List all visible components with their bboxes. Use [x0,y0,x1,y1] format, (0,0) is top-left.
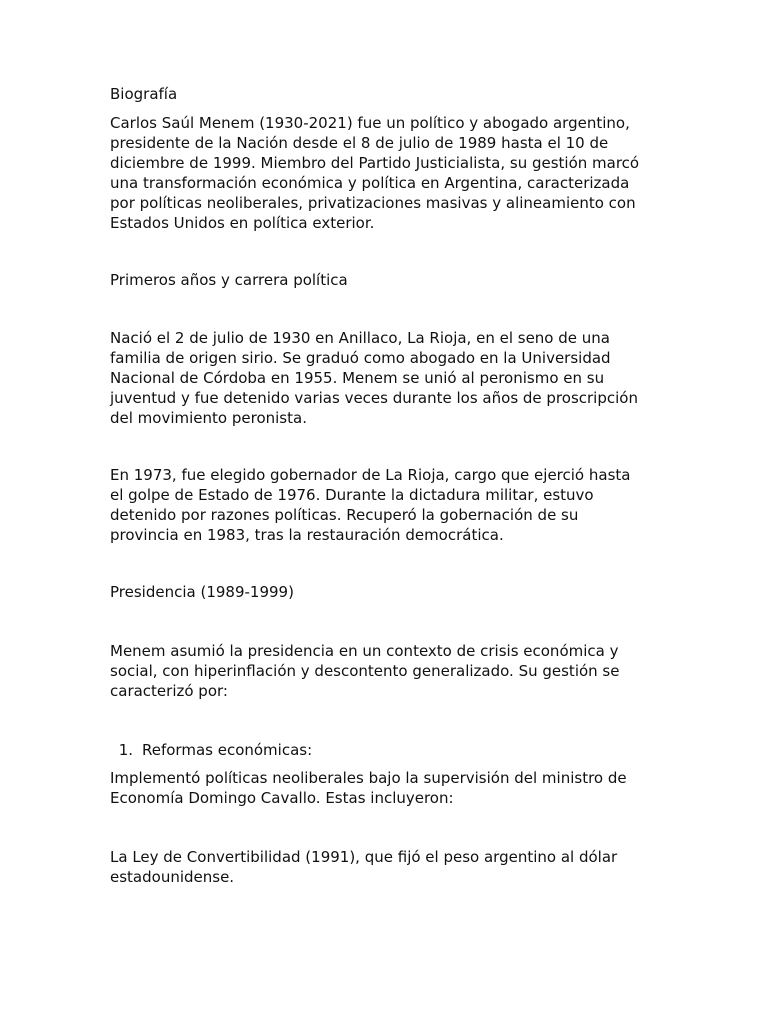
paragraph-line: caracterizó por: [110,682,228,700]
early-years-paragraph-2 [110,465,730,545]
list-item-text: Reformas económicas: [142,741,313,759]
section-title-text: Presidencia (1989-1999) [110,583,294,601]
paragraph-line: En 1973, fue elegido gobernador de La Rioja, cargo que ejerció hasta [110,466,631,484]
paragraph-line: Economía Domingo Cavallo. Estas incluyeron: [110,789,454,807]
paragraph-line: el golpe de Estado de 1976. Durante la dictadura militar, estuvo [110,486,594,504]
presidency-paragraph-3 [110,847,730,887]
paragraph-line: Estados Unidos en política exterior. [110,214,375,232]
presidency-paragraph-1 [110,641,730,701]
paragraph-line: Nacional de Córdoba en 1955. Menem se unió al peronismo en su [110,369,605,387]
paragraph-line: una transformación económica y política en Argentina, caracterizada [110,174,630,192]
list-item-number: 1. [118,741,133,759]
paragraph-line: presidente de la Nación desde el 8 de julio de 1989 hasta el 10 de [110,134,609,152]
early-years-paragraph-1 [110,328,730,428]
paragraph-line: Menem asumió la presidencia en un contexto de crisis económica y [110,642,619,660]
paragraph-line: Implementó políticas neoliberales bajo la supervisión del ministro de [110,769,627,787]
numbered-list-item [110,740,312,760]
paragraph-line: estadounidense. [110,868,235,886]
presidency-paragraph-2 [110,768,730,808]
intro-paragraph [110,113,730,233]
paragraph-line: detenido por razones políticas. Recuperó la gobernación de su [110,506,579,524]
paragraph-line: familia de origen sirio. Se graduó como abogado en la Universidad [110,349,611,367]
document-heading [110,84,730,104]
section-title-presidency [110,582,730,602]
paragraph-line: social, con hiperinflación y descontento generalizado. Su gestión se [110,662,620,680]
section-title-text: Primeros años y carrera política [110,271,348,289]
paragraph-line: diciembre de 1999. Miembro del Partido Justicialista, su gestión marcó [110,154,640,172]
paragraph-line: Nació el 2 de julio de 1930 en Anillaco, La Rioja, en el seno de una [110,329,610,347]
paragraph-line: por políticas neoliberales, privatizaciones masivas y alineamiento con [110,194,636,212]
paragraph-line: provincia en 1983, tras la restauración democrática. [110,526,504,544]
paragraph-line: Carlos Saúl Menem (1930-2021) fue un político y abogado argentino, [110,114,630,132]
paragraph-line: La Ley de Convertibilidad (1991), que fijó el peso argentino al dólar [110,848,618,866]
paragraph-line: juventud y fue detenido varias veces durante los años de proscripción [110,389,638,407]
section-title-early-years [110,270,730,290]
paragraph-line: del movimiento peronista. [110,409,307,427]
heading-text: Biografía [110,85,178,103]
